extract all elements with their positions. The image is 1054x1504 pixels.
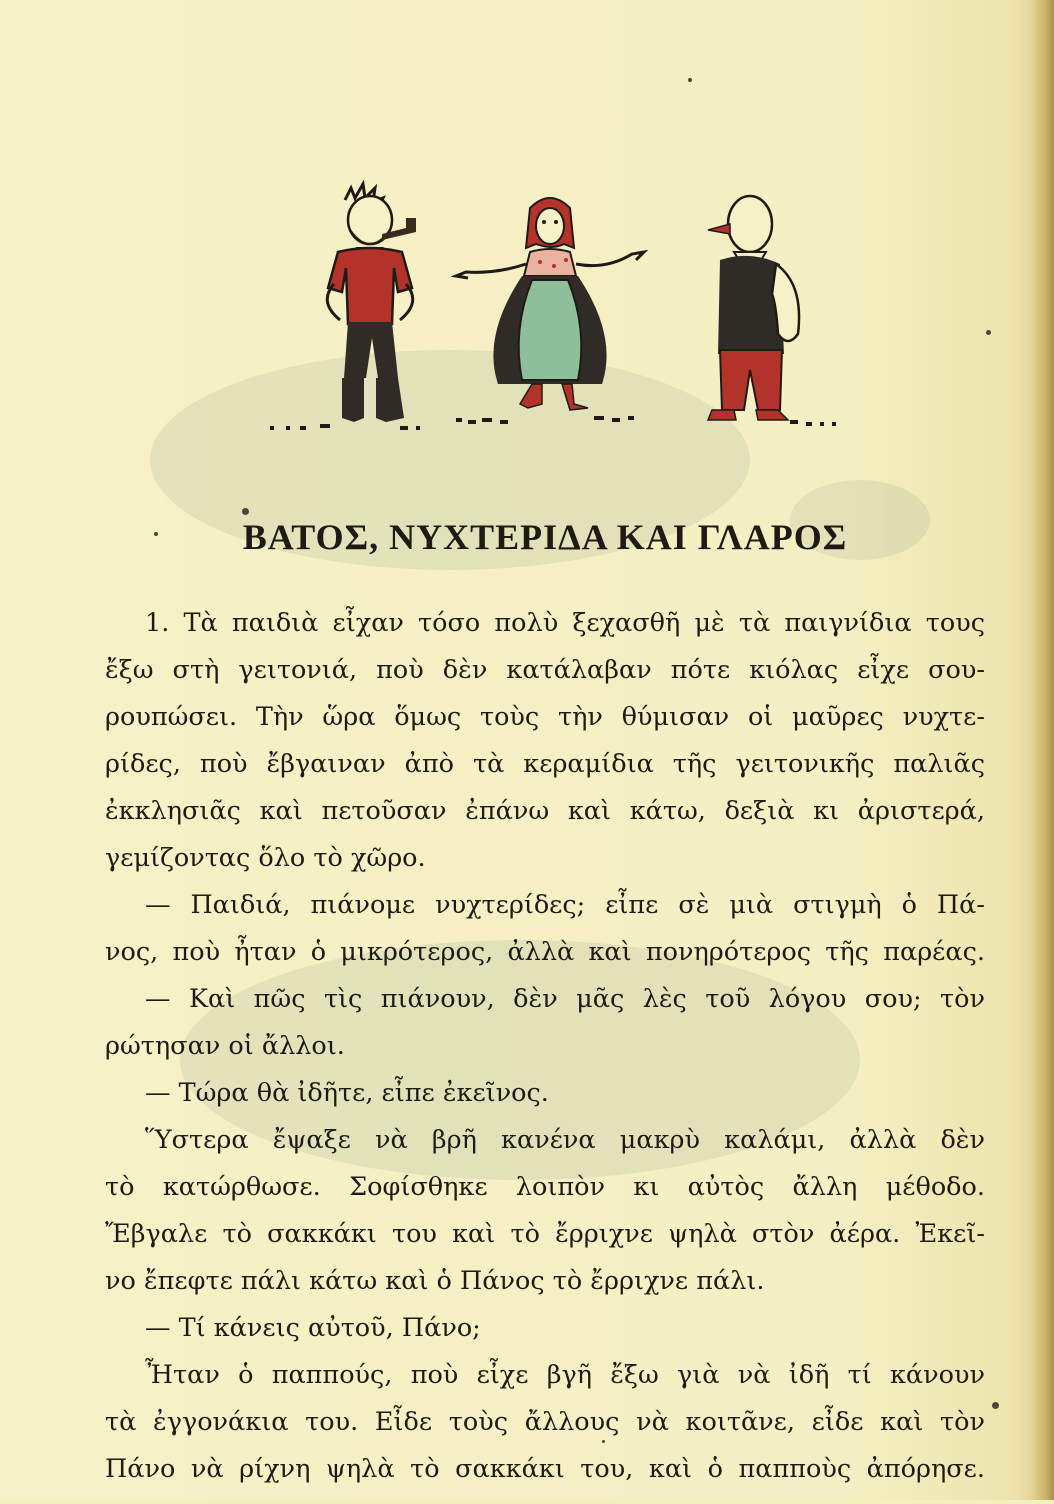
text-line: ρίδες, ποὺ ἔβγαιναν ἀπὸ τὰ κεραμίδια τῆς γειτονικῆς παλιᾶς [105,749,985,779]
text-line: Ἔβγαλε τὸ σακκάκι του καὶ τὸ ἔρριχνε ψηλὰ στὸν ἀέρα. Ἐκεῖ- [105,1219,985,1249]
bald-old-man-figure [708,196,836,424]
text-line: — Παιδιά, πιάνομε νυχτερίδες; εἶπε σὲ μιὰ στιγμὴ ὁ Πά- [145,890,985,920]
text-line: ἐκκλησιᾶς καὶ πετοῦσαν ἐπάνω καὶ κάτω, δεξιὰ κι ἀριστερά, [105,796,985,826]
chapter-title: ΒΑΤΟΣ, ΝΥΧΤΕΡΙΔΑ ΚΑΙ ΓΛΑΡΟΣ [242,517,848,557]
text-line: νος, ποὺ ἦταν ὁ μικρότερος, ἀλλὰ καὶ πονηρότερος τῆς παρέας. [105,937,985,967]
woman-with-headscarf-figure [456,198,644,422]
ink-speck [992,1402,999,1409]
text-line: — Καὶ πῶς τὶς πιάνουν, δὲν μᾶς λὲς τοῦ λόγου σου; τὸν [145,984,985,1014]
text-line: — Τί κάνεις αὐτοῦ, Πάνο; [145,1313,481,1343]
text-line: τὸ κατώρθωσε. Σοφίσθηκε λοιπὸν κι αὐτὸς ἄλλη μέθοδο. [105,1172,985,1202]
text-line: ρουπώσει. Τὴν ὥρα ὅμως τοὺς τὴν θύμισαν οἱ μαῦρες νυχτε- [105,702,985,732]
text-line: ἔξω στὴ γειτονιά, ποὺ δὲν κατάλαβαν πότε κιόλας εἶχε σου- [105,655,985,685]
ink-speck [688,78,692,82]
text-line: Ὕστερα ἔψαξε νὰ βρῆ κανένα μακρὺ καλάμι, ἀλλὰ δὲν [145,1125,985,1155]
text-line: Ἦταν ὁ παππούς, ποὺ εἶχε βγῆ ἔξω γιὰ νὰ ἰδῆ τί κάνουν [145,1360,985,1390]
text-line: Πάνο νὰ ρίχνη ψηλὰ τὸ σακκάκι του, καὶ ὁ παπποὺς ἀπόρησε. [105,1454,985,1484]
text-line: ρώτησαν οἱ ἄλλοι. [105,1031,345,1061]
three-characters-illustration [250,180,850,440]
ink-speck [242,508,249,515]
ink-speck [154,532,158,536]
text-line: γεμίζοντας ὅλο τὸ χῶρο. [105,843,426,873]
page-edge [1032,0,1054,1500]
ink-speck [986,330,991,335]
story-text [105,600,985,1493]
text-line: 1. Τὰ παιδιὰ εἶχαν τόσο πολὺ ξεχασθῆ μὲ τὰ παιγνίδια τους [145,608,985,638]
man-with-pipe-figure [270,184,420,428]
text-line: τὰ ἐγγονάκια του. Εἶδε τοὺς ἄλλους νὰ κοιτᾶνε, εἶδε καὶ τὸν [105,1407,985,1437]
text-line: νο ἔπεφτε πάλι κάτω καὶ ὁ Πάνος τὸ ἔρριχνε πάλι. [105,1266,765,1296]
text-line: — Τώρα θὰ ἰδῆτε, εἶπε ἐκεῖνος. [145,1078,549,1108]
ink-speck [602,1440,605,1443]
